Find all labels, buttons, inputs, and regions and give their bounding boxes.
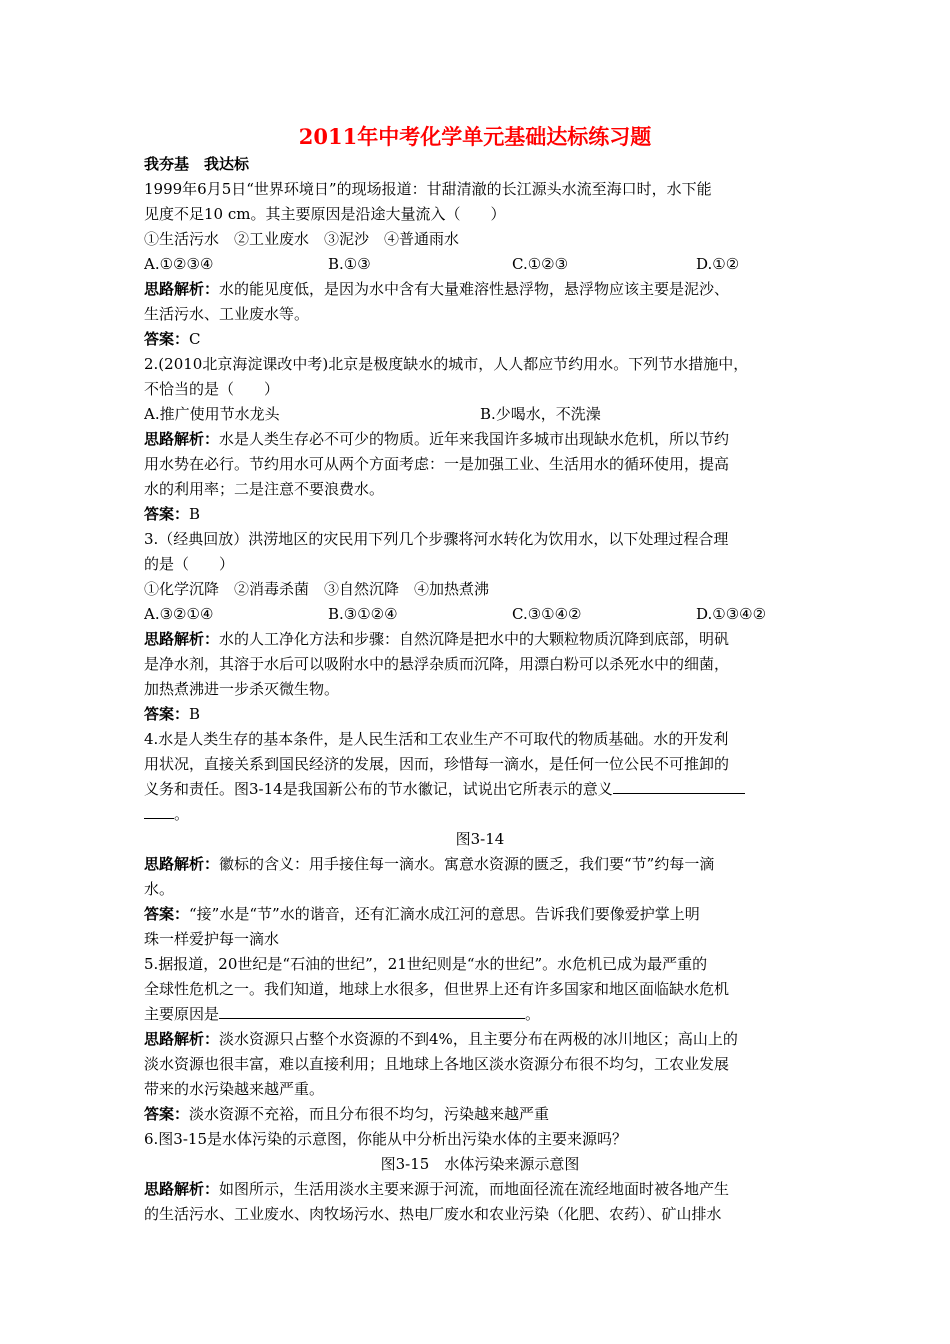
q4-answer-line2: 珠一样爱护每一滴水 [144,930,280,948]
q1-option-d: D.①② [696,255,740,273]
q4-stem-end: 。 [174,805,190,823]
q2-option-b: B.少喝水，不洗澡 [480,405,601,423]
answer-label: 答案： [144,705,190,723]
q1-option-a: A.①②③④ [144,255,214,273]
q5-analysis-line1 [144,1027,816,1052]
document-body [144,152,816,1227]
q2-answer [144,502,816,527]
q1-analysis-line1 [144,277,816,302]
q5-answer [144,1102,816,1127]
q3-option-c: C.③①④② [512,605,582,623]
document-title: 2011年中考化学单元基础达标练习题 [298,124,652,149]
q4-answer-line1 [144,902,816,927]
q1-answer [144,327,816,352]
q4-analysis-line1 [144,852,816,877]
q5-stem-line3 [144,1002,816,1027]
q4-analysis-line2: 水。 [144,880,175,898]
q4-analysis-text: 徽标的含义：用手接住每一滴水。寓意水资源的匮乏，我们要“节”约每一滴 [219,855,715,873]
q5-analysis-line2: 淡水资源也很丰富，难以直接利用；且地球上各地区淡水资源分布很不均匀，工农业发展 [144,1055,730,1073]
q5-analysis-line3: 带来的水污染越来越严重。 [144,1080,325,1098]
answer-label: 答案： [144,505,190,523]
q4-stem-line3 [144,777,816,802]
q1-stem-line2: 见度不足10 cm。其主要原因是沿途大量流入（ ） [144,205,506,223]
q3-option-b: B.③①②④ [328,605,398,623]
q5-answer-value: 淡水资源不充裕，而且分布很不均匀，污染越来越严重 [189,1105,550,1123]
q3-option-a: A.③②①④ [144,605,214,623]
q2-analysis-line2: 用水势在必行。节约用水可从两个方面考虑：一是加强工业、生活用水的循环使用，提高 [144,455,730,473]
q3-stem-line1: 3.（经典回放）洪涝地区的灾民用下列几个步骤将河水转化为饮用水，以下处理过程合理 [144,530,729,548]
q4-stem-line4 [144,802,816,827]
q2-analysis-text: 水是人类生存必不可少的物质。近年来我国许多城市出现缺水危机，所以节约 [219,430,730,448]
analysis-label: 思路解析： [144,430,220,448]
analysis-label: 思路解析： [144,280,220,298]
q5-analysis-text: 淡水资源只占整个水资源的不到4%，且主要分布在两极的冰川地区；高山上的 [219,1030,738,1048]
q2-stem-line2: 不恰当的是（ ） [144,380,280,398]
q6-analysis-line2: 的生活污水、工业废水、肉牧场污水、热电厂废水和农业污染（化肥、农药）、矿山排水 [144,1205,722,1223]
q4-figure-caption: 图3-14 [455,830,505,848]
section-heading: 我夯基 我达标 [144,155,250,173]
answer-label: 答案： [144,330,190,348]
q5-stem-line2: 全球性危机之一。我们知道，地球上水很多，但世界上还有许多国家和地区面临缺水危机 [144,980,730,998]
q3-answer-value: B [189,705,201,723]
q5-stem-line1: 5.据报道，20世纪是“石油的世纪”，21世纪则是“水的世纪”。水危机已成为最严重的 [144,955,708,973]
q4-stem-line1: 4.水是人类生存的基本条件，是人民生活和工农业生产不可取代的物质基础。水的开发利 [144,730,729,748]
analysis-label: 思路解析： [144,855,220,873]
q3-option-d: D.①③④② [696,605,767,623]
analysis-label: 思路解析： [144,1030,220,1048]
q2-options [144,402,816,427]
answer-label: 答案： [144,1105,190,1123]
q3-answer [144,702,816,727]
q1-option-c: C.①②③ [512,255,569,273]
q3-analysis-line2: 是净水剂，其溶于水后可以吸附水中的悬浮杂质而沉降，用漂白粉可以杀死水中的细菌， [144,655,730,673]
q5-answer-blank [219,1002,525,1019]
q2-stem-line1: 2.(2010北京海淀课改中考)北京是极度缺水的城市，人人都应节约用水。下列节水措施中， [144,355,749,373]
q3-analysis-line1 [144,627,816,652]
q1-options [144,252,816,277]
q4-answer-text: “接”水是“节”水的谐音，还有汇滴水成江河的意思。告诉我们要像爱护掌上明 [189,905,700,923]
q4-answer-blank-cont [144,802,174,819]
q3-items: ①化学沉降 ②消毒杀菌 ③自然沉降 ④加热煮沸 [144,580,490,598]
q6-analysis-text: 如图所示，生活用淡水主要来源于河流，而地面径流在流经地面时被各地产生 [219,1180,730,1198]
q4-stem-text: 义务和责任。图3-14是我国新公布的节水徽记，试说出它所表示的意义 [144,780,613,798]
q5-stem-text: 主要原因是 [144,1005,220,1023]
q3-analysis-line3: 加热煮沸进一步杀灭微生物。 [144,680,340,698]
q1-analysis-line2: 生活污水、工业废水等。 [144,305,310,323]
analysis-label: 思路解析： [144,1180,220,1198]
q1-items: ①生活污水 ②工业废水 ③泥沙 ④普通雨水 [144,230,460,248]
q2-analysis-line3: 水的利用率；二是注意不要浪费水。 [144,480,385,498]
q1-answer-value: C [189,330,201,348]
q4-answer-blank [613,777,745,794]
q6-analysis-line1 [144,1177,816,1202]
analysis-label: 思路解析： [144,630,220,648]
q2-analysis-line1 [144,427,816,452]
answer-label: 答案： [144,905,190,923]
q3-options [144,602,816,627]
q4-stem-line2: 用状况，直接关系到国民经济的发展，因而，珍惜每一滴水，是任何一位公民不可推卸的 [144,755,730,773]
q2-option-a: A.推广使用节水龙头 [144,405,280,423]
q1-analysis-text: 水的能见度低，是因为水中含有大量难溶性悬浮物，悬浮物应该主要是泥沙、 [219,280,730,298]
q3-analysis-text: 水的人工净化方法和步骤：自然沉降是把水中的大颗粒物质沉降到底部，明矾 [219,630,730,648]
q1-option-b: B.①③ [328,255,371,273]
q6-stem-line1: 6.图3-15是水体污染的示意图，你能从中分析出污染水体的主要来源吗？ [144,1130,628,1148]
q1-stem-line1: 1999年6月5日“世界环境日”的现场报道：甘甜清澈的长江源头水流至海口时，水下能 [144,180,712,198]
q6-figure-caption: 图3-15 水体污染来源示意图 [380,1155,580,1173]
q5-stem-end: 。 [525,1005,541,1023]
q3-stem-line2: 的是（ ） [144,555,235,573]
q2-answer-value: B [189,505,201,523]
